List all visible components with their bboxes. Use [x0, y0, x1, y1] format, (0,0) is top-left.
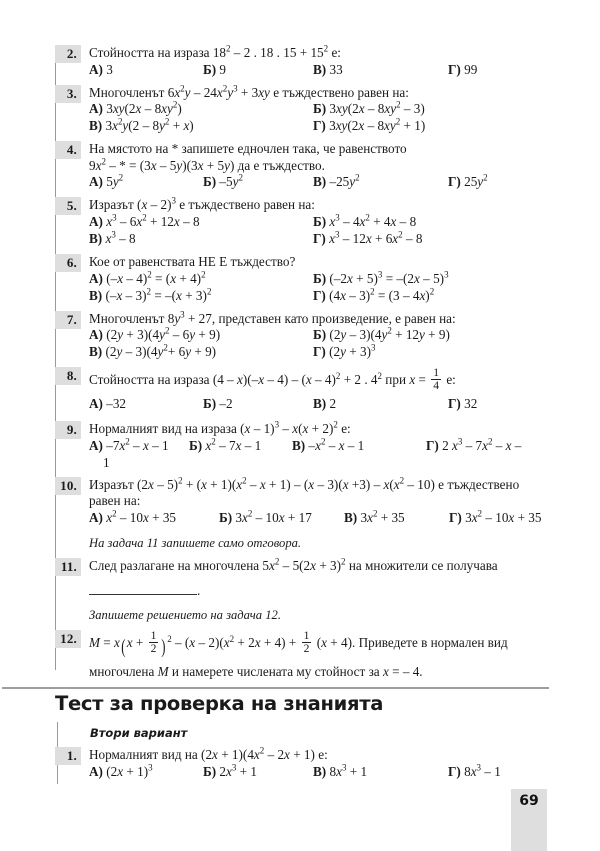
question-body [81, 477, 547, 527]
question-12 [55, 630, 547, 680]
option-g[interactable]: Г) 99 [448, 61, 478, 77]
question-stem-line1: M = x(x + $\frac{1}{2}$ )$^2 - (x - 2)(x^2 + 2x + 4)$ + $\frac{1}{2}$ (x + 4). Приведете в нормален вид [89, 629, 508, 658]
option-v[interactable]: В) 33 [313, 61, 343, 77]
section-divider [2, 687, 549, 689]
question-8 [55, 367, 547, 413]
question-body [81, 45, 547, 79]
question-number: 9. [55, 421, 81, 439]
question-7 [55, 311, 547, 362]
question-body [81, 254, 547, 305]
option-g[interactable]: Г) $3x^2 - 10x + 35$ [449, 508, 542, 526]
question-stem: След разлагане на многочлена $5x^2 - 5(2x + 3)^2$ на множители се получава [89, 556, 498, 574]
question-3 [55, 85, 547, 136]
page-number: 69 [519, 793, 539, 809]
question-body [81, 558, 547, 599]
question-4 [55, 141, 547, 191]
question-body [81, 311, 547, 362]
instruction-note-11: На задача 11 запишете само отговора. [89, 536, 302, 551]
option-v[interactable]: В) $-25y^2$ [313, 172, 360, 190]
option-a[interactable]: А) $-7x^2$ – x – 1 [89, 436, 169, 453]
question-stem-line2: равен на: [89, 493, 141, 509]
option-g[interactable]: Г) $x^3 - 12x + 6x^2 - 8$ [313, 229, 423, 246]
option-v[interactable]: В) $(2y - 3)(4y^2+ 6y + 9)$ [89, 342, 217, 360]
option-g[interactable]: Г) $3xy(2x - 8xy^2 + 1)$ [313, 116, 426, 134]
question-stem: Многочленът $6x^2y - 24x^2y^3 + 3xy$ е тъждествено равен на: [89, 83, 409, 100]
option-v[interactable]: В) 2 [313, 396, 337, 412]
question-stem: Стойността на израза $18^2 - 2$ . 18 . $15 + 15^2$ е: [89, 43, 341, 60]
option-b[interactable]: Б) $3xy(2x - 8xy^2 - 3)$ [313, 99, 425, 117]
question-stem: Многочленът $8y^3 + 27$, представен като произведение, е равен на: [89, 309, 456, 326]
option-g[interactable]: Г) $8x^3 - 1$ [448, 762, 501, 779]
options [89, 327, 547, 361]
option-b[interactable]: Б) –2 [203, 396, 233, 412]
question-number: 7. [55, 311, 81, 329]
options [89, 510, 547, 527]
option-b[interactable]: Б) $3x^2 - 10x + 17$ [219, 508, 312, 526]
option-b[interactable]: Б) $2x^3 + 1$ [203, 762, 257, 779]
question-stem-line1: Изразът $(2x - 5)^2 + (x + 1)(x^2 - x + 1) - (x - 3)(x +3) - x(x^2 - 10)$ е тъждествено [89, 475, 520, 492]
option-g[interactable]: Г) 32 [448, 396, 478, 412]
option-v[interactable]: В) $3x^2y(2 - 8y^2 + x)$ [89, 116, 194, 134]
question-number: 11. [55, 558, 81, 576]
question-body [81, 141, 547, 191]
option-a[interactable]: А) $(2y + 3)(4y^2 - 6y + 9)$ [89, 325, 221, 343]
test-question-list [55, 747, 547, 787]
question-body [81, 367, 547, 413]
options [89, 174, 547, 191]
option-g[interactable]: Г) 2 $x^3 - 7x^2$ – x – [426, 436, 522, 453]
question-9 [55, 421, 547, 471]
option-g[interactable]: Г) (4x – 3)$^2$ = (3 – 4x)$^2$ [313, 286, 435, 303]
test-variant-label: Втори вариант [90, 726, 188, 740]
question-stem: Стойността на израза (4 – x)(–x – 4) – (x – 4)$^2$ + 2 . $4^2$ при x = $\frac{1}{4}$ е: [89, 366, 456, 393]
option-v[interactable]: В) $8x^3 + 1$ [313, 762, 368, 779]
question-number: 6. [55, 254, 81, 272]
option-b[interactable]: Б) $x^3 - 4x^2 + 4x - 8$ [313, 212, 417, 229]
options [89, 438, 547, 471]
exercise-list [55, 45, 547, 686]
question-number: 5. [55, 197, 81, 215]
question-stem: Нормалният вид на израза $(x - 1)^3 - x(x + 2)^2$ е: [89, 419, 351, 437]
question-stem-line2: $9x^2$ – * = (3x – 5y)(3x + 5y) да е тъждество. [89, 156, 325, 173]
option-v[interactable]: В) $-x^2$ – x – 1 [292, 436, 365, 453]
question-number: 4. [55, 141, 81, 159]
answer-blank-line[interactable]: . [89, 583, 547, 600]
question-11 [55, 558, 547, 599]
question-6 [55, 254, 547, 305]
question-5 [55, 197, 547, 248]
option-g[interactable]: Г) $(2y + 3)^3$ [313, 342, 376, 360]
option-a[interactable]: А) 3 [89, 61, 113, 77]
question-number: 3. [55, 85, 81, 103]
question-body [81, 197, 547, 248]
options [89, 396, 547, 413]
question-body [81, 747, 547, 781]
option-g[interactable]: Г) $25y^2$ [448, 172, 488, 190]
question-stem: Изразът (x – 2)$^3$ е тъждествено равен на: [89, 195, 315, 213]
question-body [81, 421, 547, 471]
fraction-one-half-a: $\frac{1}{2}$ [150, 629, 157, 656]
option-v[interactable]: В) $(-x - 3)^2 = -(x + 3)^2$ [89, 286, 212, 303]
fraction-one-quarter: $\frac{1}{4}$ [433, 366, 440, 393]
option-a[interactable]: А) $3xy(2x - 8xy^2)$ [89, 99, 182, 117]
question-number: 1. [55, 747, 81, 765]
option-b[interactable]: Б) $-5y^2$ [203, 172, 243, 190]
options [89, 62, 547, 79]
question-2 [55, 45, 547, 79]
option-b[interactable]: Б) $(-2x + 5)^3 = -(2x - 5)^3$ [313, 269, 449, 286]
option-a[interactable]: А) –32 [89, 396, 126, 412]
question-number: 2. [55, 45, 81, 63]
option-a[interactable]: А) $(2x + 1)^3$ [89, 762, 153, 779]
option-a[interactable]: А) $x^3 - 6x^2 + 12x - 8$ [89, 212, 200, 229]
question-10 [55, 477, 547, 527]
option-v[interactable]: В) $x^3 - 8$ [89, 229, 136, 246]
question-number: 8. [55, 367, 81, 385]
option-b[interactable]: Б) $(2y - 3)(4y^2 + 12y + 9)$ [313, 325, 450, 343]
question-stem: Кое от равенствата НЕ Е тъждество? [89, 253, 296, 269]
question-stem-line2: многочлена M и намерете числената му стойност за x = – 4. [89, 663, 423, 679]
options [89, 101, 547, 135]
question-number: 10. [55, 477, 81, 495]
option-b[interactable]: Б) $x^2 - 7x - 1$ [189, 436, 262, 453]
options [89, 764, 547, 781]
option-a[interactable]: А) $5y^2$ [89, 172, 124, 190]
option-g-wrap: 1 [103, 454, 110, 470]
option-v[interactable]: В) $3x^2 + 35$ [344, 508, 405, 526]
test-section-heading: Тест за проверка на знанията [55, 692, 384, 715]
instruction-note-12: Запишете решението на задача 12. [89, 608, 281, 623]
question-body [81, 85, 547, 136]
options [89, 271, 547, 305]
question-stem-line1: На мястото на * запишете едночлен така, че равенството [89, 141, 407, 157]
fraction-one-half-b: $\frac{1}{2}$ [303, 629, 310, 656]
question-body [81, 630, 547, 680]
options [89, 214, 547, 248]
question-stem: Нормалният вид на $(2x + 1)(4x^2 - 2x + 1)$ е: [89, 745, 328, 762]
option-a[interactable]: А) $x^2 - 10x + 35$ [89, 508, 177, 526]
option-b[interactable]: Б) 9 [203, 61, 227, 77]
test-question-1 [55, 747, 547, 781]
question-number: 12. [55, 630, 81, 648]
option-a[interactable]: А) $(-x - 4)^2 = (x + 4)^2$ [89, 269, 206, 286]
blank-underline[interactable] [89, 583, 197, 595]
